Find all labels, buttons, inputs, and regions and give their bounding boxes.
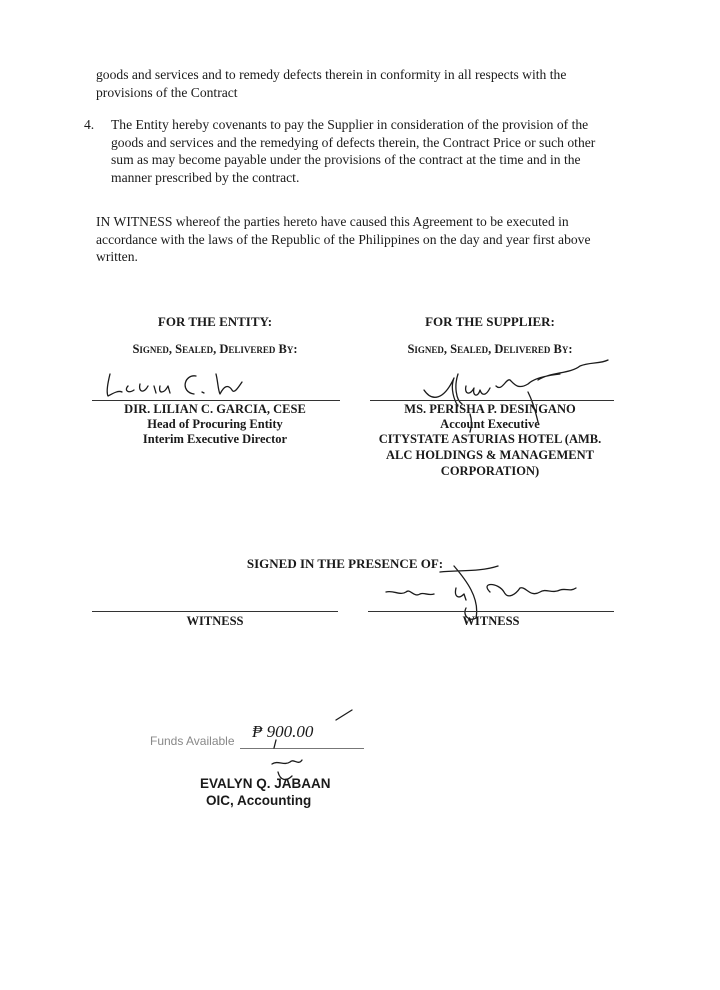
accounting-initial bbox=[244, 706, 364, 786]
clause-4-text: The Entity hereby covenants to pay the Supplier in consideration of the provision of the goods and services and the remedying of defects therein, the Contract Price or such other sum as may become payable under the provisions of the contract at the time and in the manner prescribed by the contract. bbox=[111, 117, 596, 185]
supplier-company-line-1: CITYSTATE ASTURIAS HOTEL (AMB. bbox=[378, 432, 602, 446]
entity-signature bbox=[100, 366, 260, 402]
accounting-officer-name: EVALYN Q. JABAAN bbox=[200, 776, 331, 791]
accounting-officer-position: OIC, Accounting bbox=[206, 793, 312, 808]
clause-4-number: 4. bbox=[84, 117, 95, 132]
entity-signatory-name: DIR. LILIAN C. GARCIA, CESE bbox=[124, 402, 306, 416]
entity-heading: FOR THE ENTITY: bbox=[157, 314, 273, 329]
supplier-signature-line bbox=[370, 400, 614, 401]
witness-right-line bbox=[368, 611, 614, 612]
supplier-company-line-3: CORPORATION) bbox=[440, 464, 540, 478]
funds-amount: ₱ 900.00 bbox=[252, 722, 314, 741]
entity-signature-line bbox=[92, 400, 340, 401]
supplier-heading: FOR THE SUPPLIER: bbox=[425, 314, 555, 329]
witness-right-label: WITNESS bbox=[462, 614, 520, 628]
supplier-signed-label: Signed, Sealed, Delivered By: bbox=[407, 342, 573, 356]
supplier-company-line-2: ALC HOLDINGS & MANAGEMENT bbox=[386, 448, 594, 462]
witness-left-label: WITNESS bbox=[186, 614, 244, 628]
entity-signed-label: Signed, Sealed, Delivered By: bbox=[132, 342, 298, 356]
presence-heading: SIGNED IN THE PRESENCE OF: bbox=[246, 556, 444, 571]
entity-title-2: Interim Executive Director bbox=[142, 432, 288, 446]
entity-title-1: Head of Procuring Entity bbox=[147, 417, 283, 431]
supplier-title: Account Executive bbox=[440, 417, 540, 431]
funds-available-label: Funds Available bbox=[150, 734, 235, 748]
continuation-paragraph: goods and services and to remedy defects therein in conformity in all respects with the provisions of the Contract bbox=[96, 67, 567, 100]
in-witness-paragraph: IN WITNESS whereof the parties hereto have caused this Agreement to be executed in accordance with the laws of the Republic of the Philippines on the day and year first above written. bbox=[96, 214, 591, 264]
supplier-signatory-name: MS. PERISHA P. DESINGANO bbox=[404, 402, 576, 416]
witness-left-line bbox=[92, 611, 338, 612]
